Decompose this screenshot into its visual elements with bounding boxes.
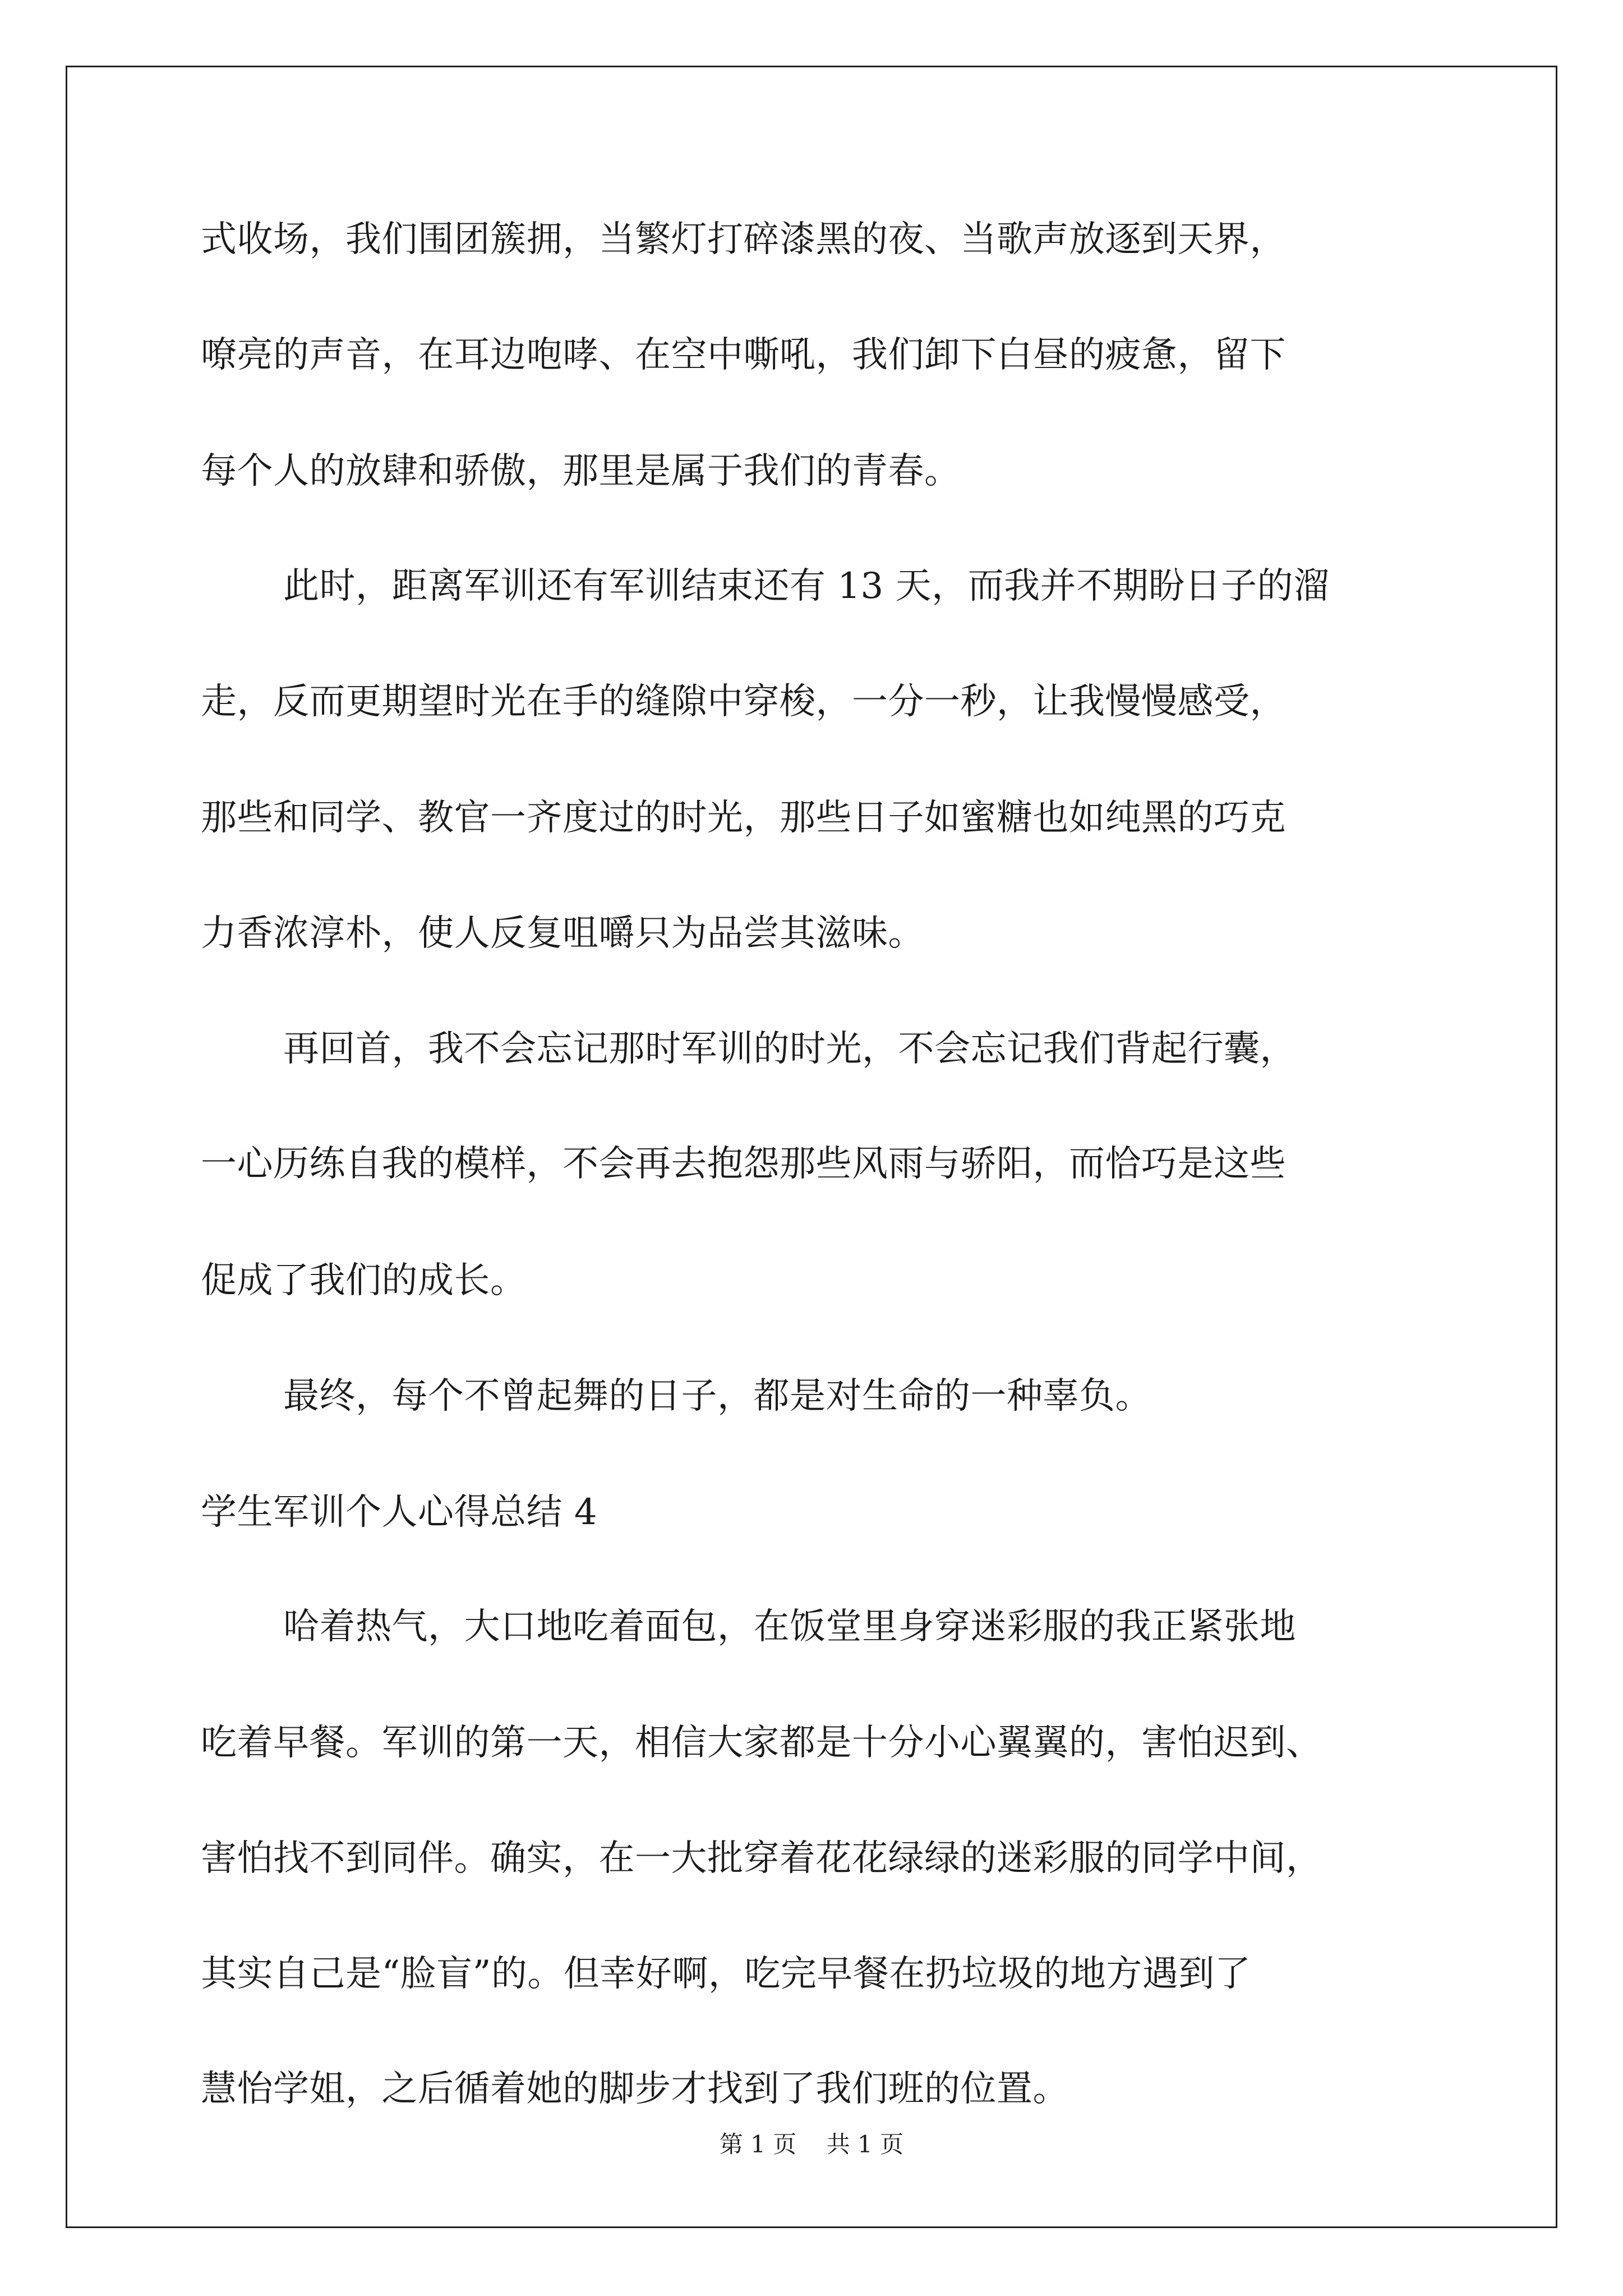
paragraph-line: 那些和同学、教官一齐度过的时光，那些日子如蜜糖也如纯黑的巧克 [201, 797, 1286, 839]
paragraph-line: 最终，每个不曾起舞的日子，都是对生命的一种辜负。 [283, 1375, 1151, 1417]
paragraph-line: 一心历练自我的模样，不会再去抱怨那些风雨与骄阳，而恰巧是这些 [201, 1143, 1286, 1185]
section-heading: 学生军训个人心得总结 4 [201, 1492, 598, 1533]
paragraph-line: 害怕找不到同伴。确实，在一大批穿着花花绿绿的迷彩服的同学中间， [201, 1838, 1322, 1879]
paragraph-line: 其实自己是“脸盲”的。但幸好啊，吃完早餐在扔垃圾的地方遇到了 [201, 1953, 1251, 1995]
paragraph-line: 式收场，我们围团簇拥，当繁灯打碎漆黑的夜、当歌声放逐到天界， [201, 219, 1286, 260]
paragraph-line: 再回首，我不会忘记那时军训的时光，不会忘记我们背起行囊， [283, 1028, 1296, 1070]
paragraph-line: 此时，距离军训还有军训结束还有 13 天，而我并不期盼日子的溜 [283, 565, 1330, 607]
paragraph-line: 每个人的放肆和骄傲，那里是属于我们的青春。 [201, 450, 961, 492]
paragraph-line: 哈着热气，大口地吃着面包，在饭堂里身穿迷彩服的我正紧张地 [283, 1606, 1296, 1648]
paragraph-line: 嘹亮的声音，在耳边咆哮、在空中嘶吼，我们卸下白昼的疲惫，留下 [201, 334, 1286, 376]
paragraph-line: 慧怡学姐，之后循着她的脚步才找到了我们班的位置。 [201, 2068, 1069, 2110]
paragraph-line: 促成了我们的成长。 [201, 1260, 527, 1301]
paragraph-line: 力香浓淳朴，使人反复咀嚼只为品尝其滋味。 [201, 913, 924, 954]
paragraph-line: 吃着早餐。军训的第一天，相信大家都是十分小心翼翼的，害怕迟到、 [201, 1722, 1322, 1764]
page-footer: 第 1 页 共 1 页 [719, 2131, 904, 2158]
paragraph-line: 走，反而更期望时光在手的缝隙中穿梭，一分一秒，让我慢慢感受， [201, 681, 1286, 723]
